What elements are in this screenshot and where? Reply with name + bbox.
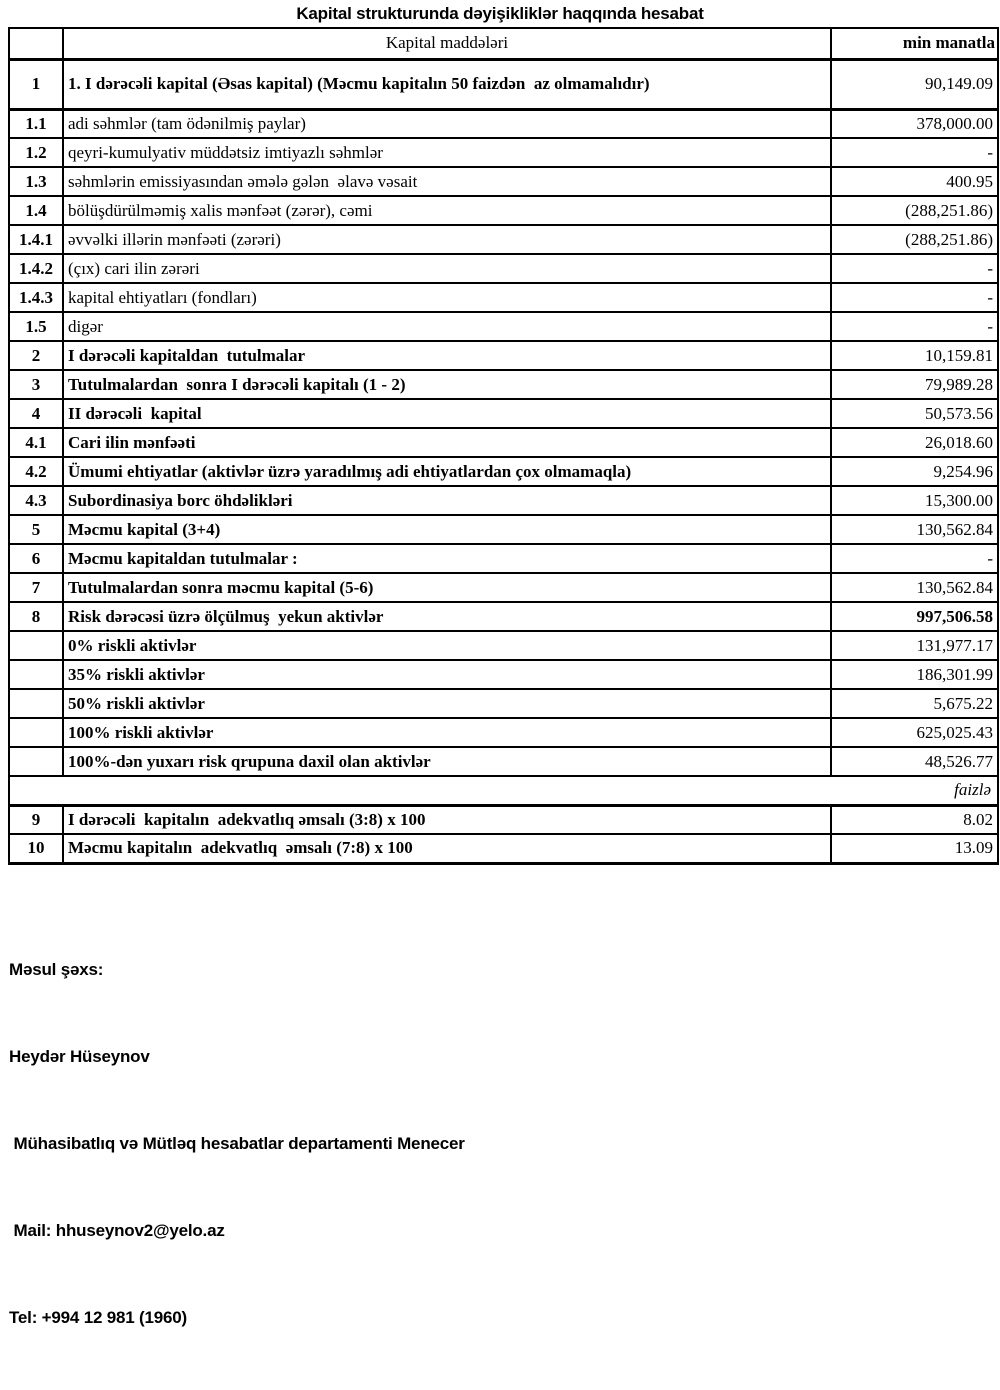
table-row: [9, 167, 998, 196]
row-number: 1.2: [9, 138, 63, 167]
table-body: [9, 59, 998, 863]
table-row: [9, 457, 998, 486]
table-row: [9, 631, 998, 660]
table-row: [9, 225, 998, 254]
row-label: (çıx) cari ilin zərəri: [63, 254, 831, 283]
row-number: [9, 689, 63, 718]
row-value: 130,562.84: [831, 573, 998, 602]
row-value: 130,562.84: [831, 515, 998, 544]
row-value: -: [831, 544, 998, 573]
row-label: Məcmu kapital (3+4): [63, 515, 831, 544]
row-value: 186,301.99: [831, 660, 998, 689]
row-value: 26,018.60: [831, 428, 998, 457]
row-label: II dərəcəli kapital: [63, 399, 831, 428]
row-number: [9, 747, 63, 776]
row-number: 7: [9, 573, 63, 602]
row-number: 3: [9, 370, 63, 399]
table-row: [9, 138, 998, 167]
table-row: [9, 370, 998, 399]
row-value: 378,000.00: [831, 109, 998, 138]
row-value: 48,526.77: [831, 747, 998, 776]
table-row: [9, 283, 998, 312]
row-number: 1.4.3: [9, 283, 63, 312]
row-number: 1.4: [9, 196, 63, 225]
table-row: [9, 776, 998, 805]
table-row: [9, 341, 998, 370]
row-number: 1.3: [9, 167, 63, 196]
row-number: 9: [9, 805, 63, 834]
row-label: Ümumi ehtiyatlar (aktivlər üzrə yaradılmış adi ehtiyatlardan çox olmamaqla): [63, 457, 831, 486]
row-value: (288,251.86): [831, 225, 998, 254]
table-row: [9, 109, 998, 138]
row-value: 131,977.17: [831, 631, 998, 660]
table-row: [9, 689, 998, 718]
table-row: [9, 544, 998, 573]
row-label: Tutulmalardan sonra məcmu kapital (5-6): [63, 573, 831, 602]
table-row: [9, 805, 998, 834]
responsible-person-block: [9, 897, 1000, 1390]
row-value: 5,675.22: [831, 689, 998, 718]
row-value: 90,149.09: [831, 59, 998, 109]
table-row: [9, 573, 998, 602]
row-number: 10: [9, 834, 63, 863]
row-label: 1. I dərəcəli kapital (Əsas kapital) (Məcmu kapitalın 50 faizdən az olmamalıdır): [63, 59, 831, 109]
table-row: [9, 660, 998, 689]
row-value: 13.09: [831, 834, 998, 863]
row-number: 8: [9, 602, 63, 631]
row-value: 625,025.43: [831, 718, 998, 747]
row-label: 0% riskli aktivlər: [63, 631, 831, 660]
table-row: [9, 718, 998, 747]
row-label: əvvəlki illərin mənfəəti (zərəri): [63, 225, 831, 254]
column-header-unit: min manatla: [831, 28, 998, 59]
responsible-mail: Mail: hhuseynov2@yelo.az: [9, 1220, 225, 1240]
row-number: 1.4.2: [9, 254, 63, 283]
row-value: -: [831, 283, 998, 312]
row-value: 15,300.00: [831, 486, 998, 515]
row-label: səhmlərin emissiyasından əmələ gələn əlavə vəsait: [63, 167, 831, 196]
row-number: 1: [9, 59, 63, 109]
row-label: Tutulmalardan sonra I dərəcəli kapitalı (1 - 2): [63, 370, 831, 399]
responsible-label: Məsul şəxs:: [9, 959, 104, 979]
table-row: [9, 747, 998, 776]
row-number: 1.4.1: [9, 225, 63, 254]
row-value: -: [831, 312, 998, 341]
responsible-name: Heydər Hüseynov: [9, 1046, 150, 1066]
row-label: 100%-dən yuxarı risk qrupuna daxil olan aktivlər: [63, 747, 831, 776]
row-number: 4: [9, 399, 63, 428]
table-row: [9, 834, 998, 863]
row-label: qeyri-kumulyativ müddətsiz imtiyazlı səhmlər: [63, 138, 831, 167]
row-value: 400.95: [831, 167, 998, 196]
row-number: [9, 631, 63, 660]
table-row: [9, 59, 998, 109]
row-label: I dərəcəli kapitaldan tutulmalar: [63, 341, 831, 370]
report-title: Kapital strukturunda dəyişikliklər haqqında hesabat: [296, 4, 704, 23]
row-number: [9, 718, 63, 747]
row-label: Cari ilin mənfəəti: [63, 428, 831, 457]
row-value: -: [831, 138, 998, 167]
row-value: 10,159.81: [831, 341, 998, 370]
table-row: [9, 312, 998, 341]
row-label: digər: [63, 312, 831, 341]
row-label: adi səhmlər (tam ödənilmiş paylar): [63, 109, 831, 138]
row-number: 5: [9, 515, 63, 544]
table-row: [9, 428, 998, 457]
row-number: 4.3: [9, 486, 63, 515]
row-label: kapital ehtiyatları (fondları): [63, 283, 831, 312]
table-row: [9, 254, 998, 283]
row-number: 6: [9, 544, 63, 573]
table-row: [9, 399, 998, 428]
row-label: Subordinasiya borc öhdəlikləri: [63, 486, 831, 515]
row-number: 4.1: [9, 428, 63, 457]
table-row: [9, 196, 998, 225]
row-label: 100% riskli aktivlər: [63, 718, 831, 747]
row-label: bölüşdürülməmiş xalis mənfəət (zərər), cəmi: [63, 196, 831, 225]
column-header-items: Kapital maddələri: [63, 28, 831, 59]
row-value: -: [831, 254, 998, 283]
row-value: 50,573.56: [831, 399, 998, 428]
row-label: 50% riskli aktivlər: [63, 689, 831, 718]
row-number: 1.5: [9, 312, 63, 341]
row-label: I dərəcəli kapitalın adekvatlıq əmsalı (3:8) x 100: [63, 805, 831, 834]
row-value: 8.02: [831, 805, 998, 834]
responsible-tel: Tel: +994 12 981 (1960): [9, 1307, 187, 1327]
row-label: Məcmu kapitaldan tutulmalar :: [63, 544, 831, 573]
row-value: (288,251.86): [831, 196, 998, 225]
header-empty-cell: [9, 28, 63, 59]
table-row: [9, 602, 998, 631]
row-number: 4.2: [9, 457, 63, 486]
table-row: [9, 486, 998, 515]
responsible-position: Mühasibatlıq və Mütləq hesabatlar departamenti Menecer: [9, 1133, 465, 1153]
row-number: 2: [9, 341, 63, 370]
row-label: Risk dərəcəsi üzrə ölçülmuş yekun aktivlər: [63, 602, 831, 631]
row-value: 997,506.58: [831, 602, 998, 631]
row-value: 79,989.28: [831, 370, 998, 399]
table-header-row: [9, 28, 998, 59]
row-label: Məcmu kapitalın adekvatlıq əmsalı (7:8) x 100: [63, 834, 831, 863]
row-value: 9,254.96: [831, 457, 998, 486]
row-number: [9, 660, 63, 689]
capital-structure-table: [8, 27, 999, 865]
table-row: [9, 515, 998, 544]
unit-note: faizlə: [9, 776, 998, 805]
row-number: 1.1: [9, 109, 63, 138]
row-label: 35% riskli aktivlər: [63, 660, 831, 689]
